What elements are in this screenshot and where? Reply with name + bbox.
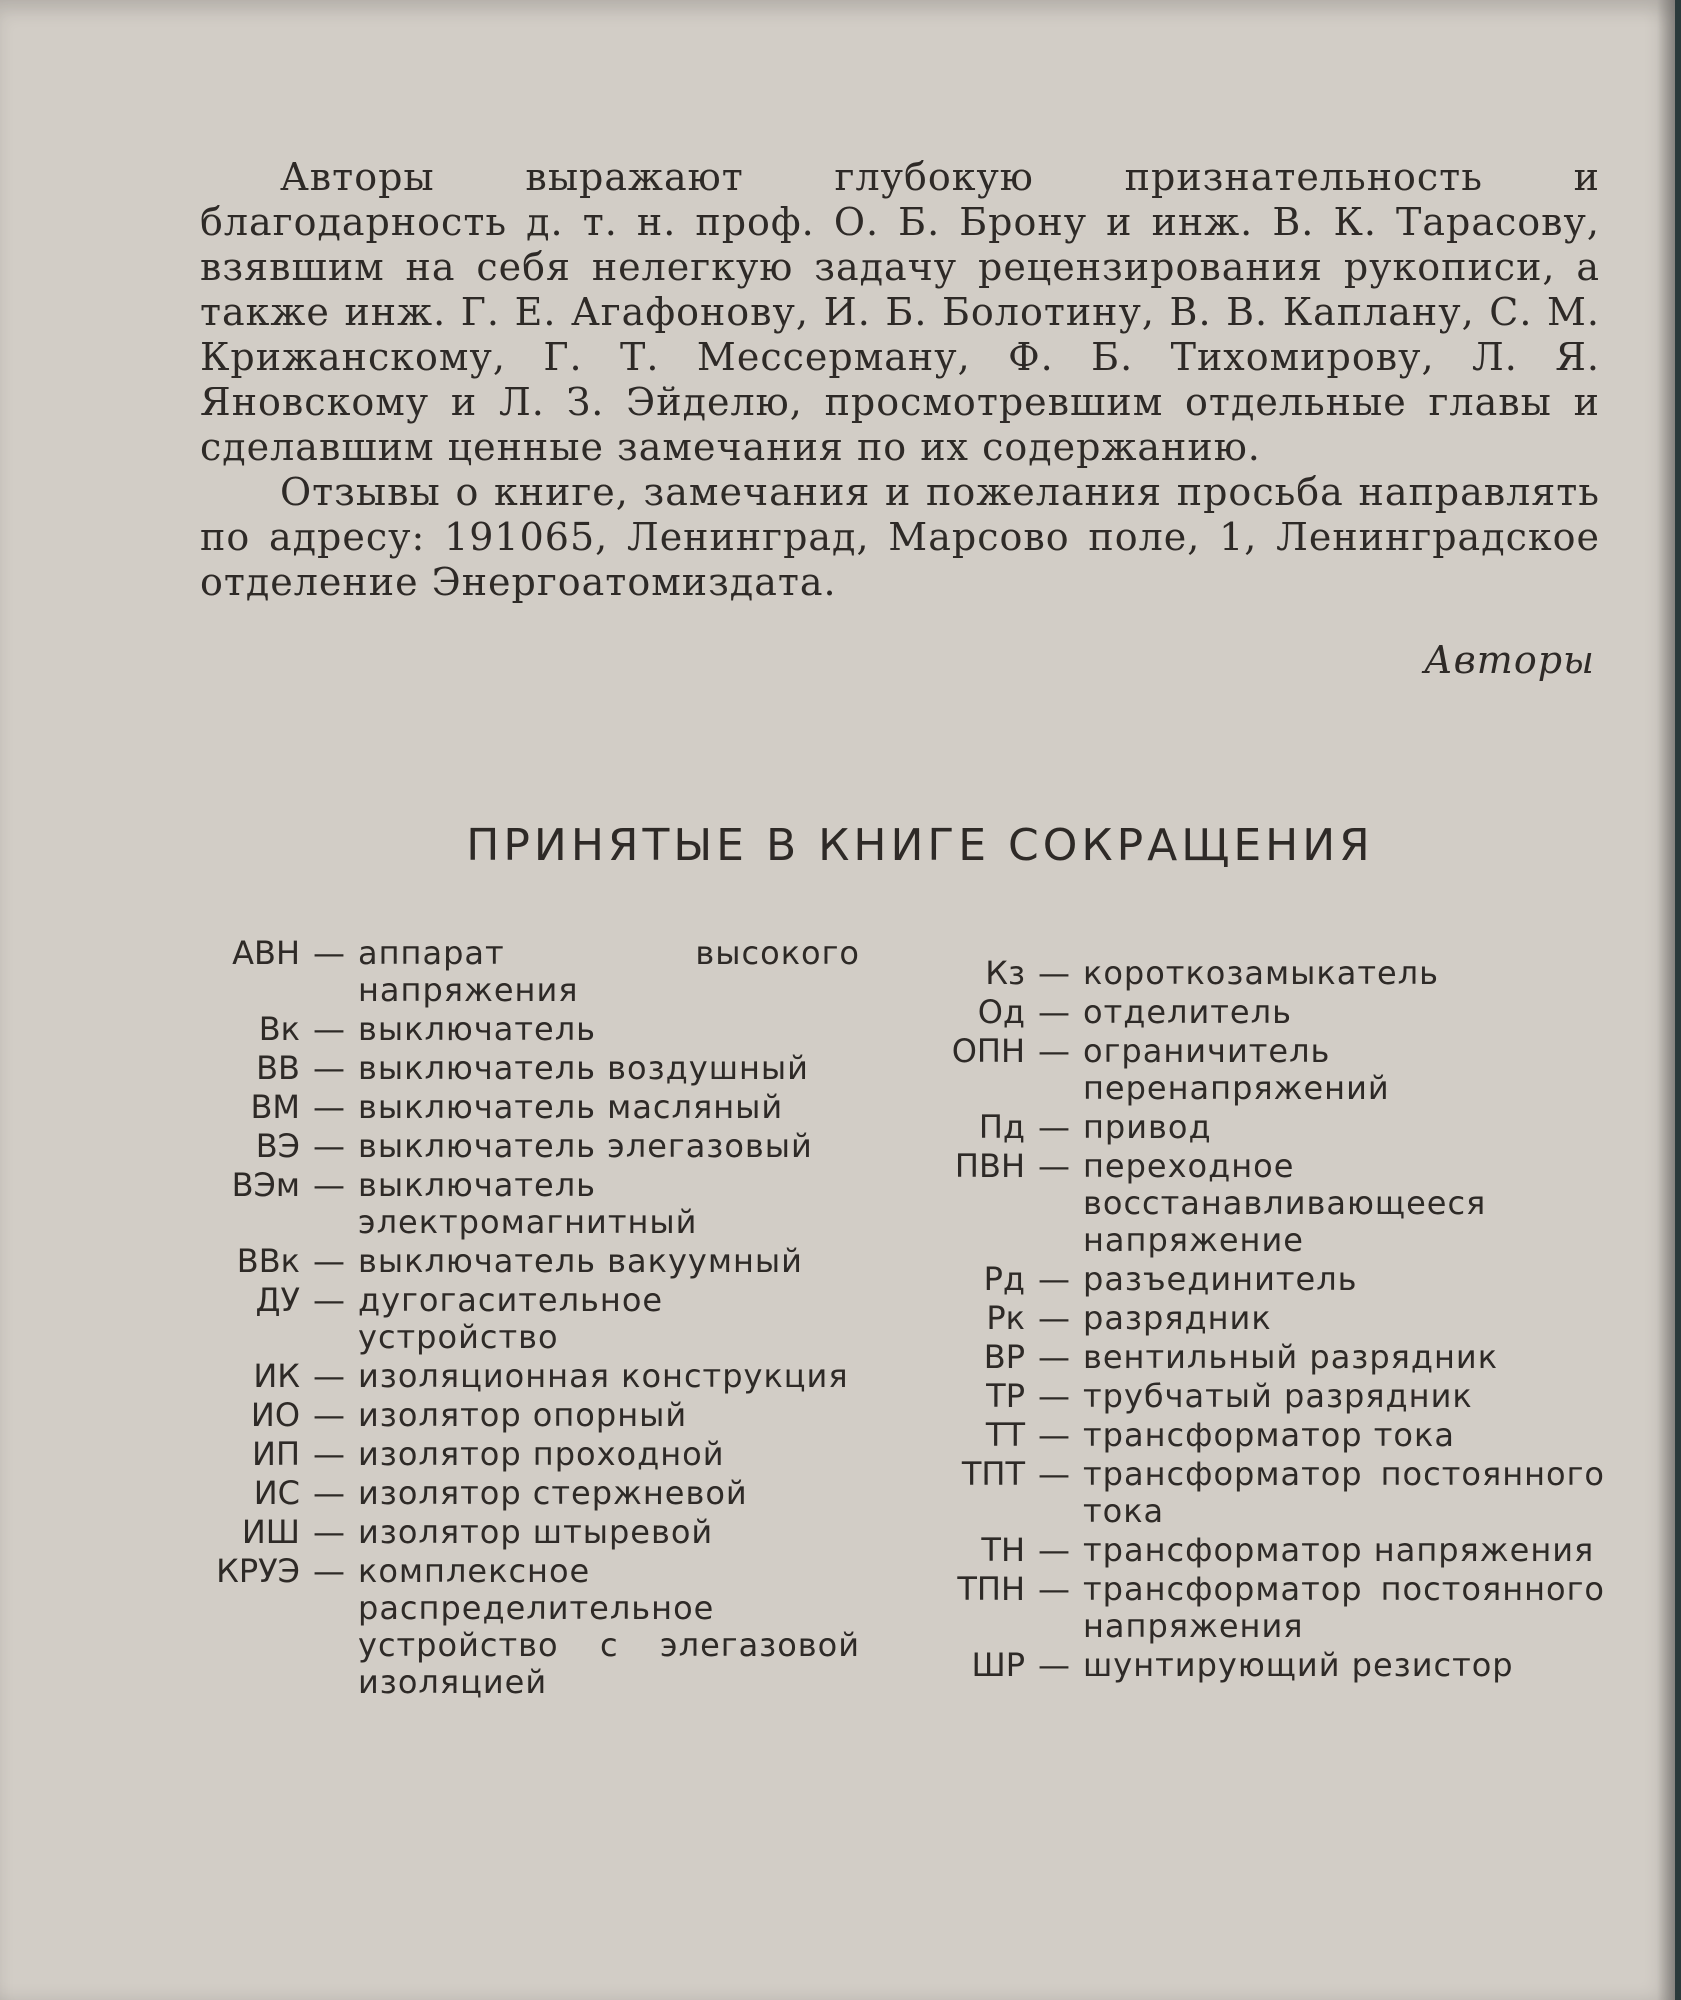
abbreviation-entry bbox=[170, 1128, 860, 1165]
abbreviation-entry bbox=[915, 1300, 1605, 1337]
abbreviation-code: АВН bbox=[232, 934, 300, 972]
abbreviation-code: ВВ bbox=[256, 1049, 300, 1087]
abbreviation-code: ВР bbox=[983, 1338, 1025, 1376]
abbreviation-dash: — bbox=[313, 1396, 345, 1434]
abbreviation-dash: — bbox=[313, 1088, 345, 1126]
abbreviation-dash: — bbox=[313, 1127, 345, 1165]
abbreviation-code: Кз bbox=[985, 954, 1025, 992]
abbreviation-dash: — bbox=[313, 934, 345, 972]
abbreviation-code: ТР bbox=[986, 1377, 1025, 1415]
page-edge-shadow bbox=[1657, 0, 1675, 2000]
abbreviation-code: ВМ bbox=[250, 1088, 300, 1126]
abbreviation-dash: — bbox=[313, 1552, 345, 1590]
authors-signature: Авторы bbox=[1423, 638, 1595, 682]
abbreviation-entry bbox=[915, 1148, 1605, 1259]
abbreviation-definition: шунтирующий резистор bbox=[1083, 1646, 1514, 1684]
abbreviation-entry bbox=[915, 1339, 1605, 1376]
abbreviation-entry bbox=[170, 1397, 860, 1434]
abbreviation-dash: — bbox=[313, 1357, 345, 1395]
abbreviation-definition: изолятор штыревой bbox=[358, 1513, 714, 1551]
abbreviation-entry bbox=[915, 1647, 1605, 1684]
abbreviation-code: ИК bbox=[253, 1357, 300, 1395]
abbreviation-definition: комплексное распределительное устройство с элегазовой изоляцией bbox=[358, 1552, 860, 1701]
abbreviation-code: ИШ bbox=[241, 1513, 300, 1551]
abbreviation-dash: — bbox=[1038, 1570, 1070, 1608]
abbreviation-entry bbox=[170, 1514, 860, 1551]
abbreviation-definition: переходное восстанавливающееся напряжение bbox=[1083, 1147, 1487, 1259]
abbreviation-dash: — bbox=[1038, 1531, 1070, 1569]
abbreviation-entry bbox=[170, 1358, 860, 1395]
abbreviation-entry bbox=[915, 1571, 1605, 1645]
abbreviations-left-column bbox=[170, 935, 860, 1703]
abbreviation-dash: — bbox=[1038, 1377, 1070, 1415]
abbreviation-dash: — bbox=[313, 1010, 345, 1048]
abbreviation-code: ТПН bbox=[957, 1570, 1025, 1608]
abbreviation-code: ИС bbox=[253, 1474, 300, 1512]
abbreviation-entry bbox=[170, 1089, 860, 1126]
abbreviation-code: ИО bbox=[250, 1396, 300, 1434]
abbreviation-entry bbox=[170, 1050, 860, 1087]
abbreviation-definition: выключатель масляный bbox=[358, 1088, 784, 1126]
abbreviation-definition: короткозамыкатель bbox=[1083, 954, 1439, 992]
abbreviation-dash: — bbox=[1038, 1455, 1070, 1493]
abbreviation-definition: разрядник bbox=[1083, 1299, 1272, 1337]
abbreviation-dash: — bbox=[1038, 1338, 1070, 1376]
abbreviation-definition: выключатель вакуумный bbox=[358, 1242, 803, 1280]
abbreviation-entry bbox=[170, 1282, 860, 1356]
abbreviation-dash: — bbox=[1038, 993, 1070, 1031]
abbreviation-definition: привод bbox=[1083, 1108, 1212, 1146]
abbreviation-definition: ограничитель перенапряжений bbox=[1083, 1032, 1390, 1107]
abbreviation-entry bbox=[170, 1243, 860, 1280]
abbreviation-definition: изолятор опорный bbox=[358, 1396, 688, 1434]
abbreviation-dash: — bbox=[313, 1049, 345, 1087]
abbreviation-definition: выключатель элегазовый bbox=[358, 1127, 813, 1165]
abbreviation-entry bbox=[170, 1011, 860, 1048]
abbreviation-dash: — bbox=[313, 1166, 345, 1204]
abbreviation-entry bbox=[915, 1261, 1605, 1298]
abbreviation-dash: — bbox=[313, 1513, 345, 1551]
abbreviation-entry bbox=[915, 1033, 1605, 1107]
abbreviation-entry bbox=[170, 1475, 860, 1512]
abbreviation-code: ТТ bbox=[985, 1416, 1025, 1454]
abbreviation-entry bbox=[915, 1456, 1605, 1530]
abbreviation-code: КРУЭ bbox=[216, 1552, 300, 1590]
abbreviation-code: ИП bbox=[252, 1435, 300, 1473]
abbreviation-dash: — bbox=[1038, 1416, 1070, 1454]
abbreviation-code: Рк bbox=[986, 1299, 1025, 1337]
abbreviation-dash: — bbox=[1038, 1108, 1070, 1146]
abbreviation-dash: — bbox=[1038, 1260, 1070, 1298]
abbreviation-entry bbox=[915, 955, 1605, 992]
abbreviation-code: ВЭ bbox=[255, 1127, 300, 1165]
abbreviation-definition: отделитель bbox=[1083, 993, 1292, 1031]
abbreviation-code: ШР bbox=[971, 1646, 1025, 1684]
abbreviation-dash: — bbox=[313, 1242, 345, 1280]
abbreviation-definition: трансформатор постоянного напряжения bbox=[1083, 1570, 1605, 1645]
abbreviation-dash: — bbox=[1038, 1032, 1070, 1070]
abbreviation-entry bbox=[915, 994, 1605, 1031]
abbreviation-code: ТПТ bbox=[961, 1455, 1025, 1493]
abbreviation-entry bbox=[170, 1553, 860, 1701]
abbreviation-entry bbox=[915, 1378, 1605, 1415]
abbreviation-definition: трансформатор постоянного тока bbox=[1083, 1455, 1605, 1530]
abbreviations-title: ПРИНЯТЫЕ В КНИГЕ СОКРАЩЕНИЯ bbox=[466, 820, 1374, 871]
abbreviation-definition: изолятор стержневой bbox=[358, 1474, 748, 1512]
abbreviation-code: ДУ bbox=[255, 1281, 300, 1319]
abbreviation-dash: — bbox=[313, 1474, 345, 1512]
abbreviation-definition: трансформатор напряжения bbox=[1083, 1531, 1595, 1569]
abbreviation-definition: трубчатый разрядник bbox=[1083, 1377, 1473, 1415]
ack-paragraph-1: Авторы выражают глубокую признательность и благодарность д. т. н. проф. О. Б. Брону и инж. В. К. Тарасову, взявшим на себя нелегкую задачу рецензирования рукописи, а также инж. Г. Е. Агафонову, И. Б. Болотину, В. В. Каплану, С. М. Крижанскому, Г. Т. Мессерману, Ф. Б. Тихомирову, Л. Я. Яновскому и Л. З. Эйделю, просмотревшим отдельные главы и сделавшим ценные замечания по их содержанию. bbox=[200, 155, 1600, 469]
abbreviation-entry bbox=[170, 1436, 860, 1473]
abbreviation-dash: — bbox=[313, 1435, 345, 1473]
abbreviation-code: Вк bbox=[258, 1010, 300, 1048]
abbreviation-code: ВВк bbox=[236, 1242, 300, 1280]
abbreviation-code: ПВН bbox=[954, 1147, 1025, 1185]
abbreviation-definition: изолятор проходной bbox=[358, 1435, 725, 1473]
abbreviations-right-column bbox=[915, 955, 1605, 1686]
abbreviation-entry bbox=[915, 1417, 1605, 1454]
abbreviation-definition: аппарат высокого напряжения bbox=[358, 934, 860, 1009]
abbreviation-definition: выключатель воздушный bbox=[358, 1049, 809, 1087]
abbreviation-definition: дугогасительное устройство bbox=[358, 1281, 664, 1356]
abbreviation-code: ВЭм bbox=[231, 1166, 300, 1204]
abbreviation-code: ОПН bbox=[951, 1032, 1025, 1070]
abbreviation-dash: — bbox=[1038, 1299, 1070, 1337]
abbreviation-dash: — bbox=[1038, 954, 1070, 992]
abbreviation-dash: — bbox=[1038, 1646, 1070, 1684]
abbreviation-code: Рд bbox=[983, 1260, 1025, 1298]
abbreviation-code: Од bbox=[977, 993, 1025, 1031]
abbreviation-definition: трансформатор тока bbox=[1083, 1416, 1455, 1454]
abbreviation-dash: — bbox=[313, 1281, 345, 1319]
abbreviation-entry bbox=[915, 1109, 1605, 1146]
abbreviation-definition: разъединитель bbox=[1083, 1260, 1358, 1298]
abbreviation-code: ТН bbox=[981, 1531, 1025, 1569]
abbreviation-definition: выключатель bbox=[358, 1010, 596, 1048]
abbreviation-definition: выключатель электромагнитный bbox=[358, 1166, 698, 1241]
abbreviation-definition: вентильный разрядник bbox=[1083, 1338, 1499, 1376]
abbreviation-definition: изоляционная конструкция bbox=[358, 1357, 849, 1395]
abbreviation-entry bbox=[170, 1167, 860, 1241]
abbreviation-code: Пд bbox=[978, 1108, 1025, 1146]
ack-paragraph-2: Отзывы о книге, замечания и пожелания просьба направлять по адресу: 191065, Ленинград, Марсово поле, 1, Ленинградское отделение Энергоатомиздата. bbox=[200, 470, 1600, 604]
abbreviation-entry bbox=[915, 1532, 1605, 1569]
acknowledgements bbox=[200, 155, 1600, 605]
abbreviation-entry bbox=[170, 935, 860, 1009]
abbreviation-dash: — bbox=[1038, 1147, 1070, 1185]
